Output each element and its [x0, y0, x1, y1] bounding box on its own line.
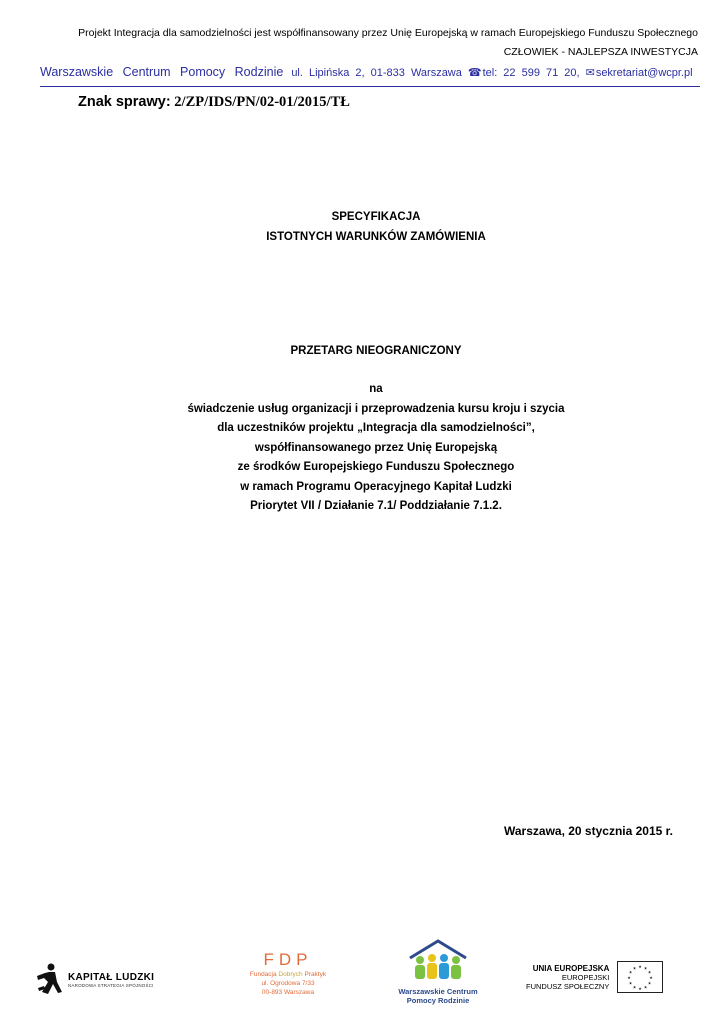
svg-text:★: ★	[638, 986, 643, 991]
svg-text:★: ★	[638, 964, 643, 969]
case-number	[78, 94, 350, 111]
svg-text:★: ★	[648, 969, 652, 975]
kapital-ludzki-subtitle: NARODOWA STRATEGIA SPÓJNOŚCI	[68, 983, 154, 988]
fdp-city: 00-893 Warszawa	[261, 989, 315, 996]
kapital-ludzki-figure-icon	[36, 962, 64, 998]
subject-block	[0, 380, 725, 517]
eu-line-2: EUROPEJSKI	[561, 972, 610, 982]
svg-text:★: ★	[633, 984, 637, 990]
org-phone: tel: 22 599 71 20,	[482, 67, 580, 79]
svg-text:★: ★	[627, 975, 632, 980]
kapital-ludzki-logo	[36, 962, 154, 998]
subject-line: świadczenie usług organizacji i przeprowadzenia kursu kroju i szycia	[187, 402, 565, 415]
cofinancing-suffix: jest współfinansowany przez Unię Europejską w ramach Europejskiego Funduszu Społecznego	[251, 27, 698, 39]
org-address: ul. Lipińska 2, 01-833 Warszawa	[291, 67, 462, 79]
header-divider	[40, 86, 700, 87]
cofinancing-note	[78, 27, 698, 39]
cofinancing-prefix: Projekt	[78, 27, 114, 39]
eu-line-1: UNIA EUROPEJSKA	[532, 963, 610, 973]
org-contact-line	[40, 65, 698, 79]
subject-line: dla uczestników projektu „Integracja dla samodzielności”,	[217, 422, 535, 434]
fdp-name-post: Praktyk	[302, 971, 327, 978]
eu-logo	[526, 961, 663, 993]
svg-text:★: ★	[633, 965, 637, 971]
eu-line-3: FUNDUSZ SPOŁECZNY	[526, 981, 610, 991]
wcpr-logo-line-2: Pomocy Rodzinie	[406, 996, 470, 1005]
slogan: CZŁOWIEK - NAJLEPSZA INWESTYCJA	[503, 46, 698, 58]
fdp-name	[243, 970, 333, 979]
phone-icon: ☎	[467, 67, 482, 79]
fdp-address	[243, 970, 333, 997]
eu-logo-text	[526, 964, 609, 991]
envelope-icon: ✉	[585, 67, 595, 79]
title-line-2: ISTOTNYCH WARUNKÓW ZAMÓWIENIA	[266, 230, 486, 243]
case-number-label: Znak sprawy:	[78, 94, 171, 110]
eu-flag-icon	[617, 961, 663, 993]
org-name: Warszawskie Centrum Pomocy Rodzinie	[40, 65, 284, 79]
svg-text:★: ★	[648, 980, 652, 986]
svg-text:★: ★	[649, 975, 654, 980]
fdp-name-pre: Fundacja	[249, 971, 279, 978]
fdp-name-highlight: Dobrych	[278, 971, 303, 978]
subject-line: ze środków Europejskiego Funduszu Społecznego	[237, 461, 515, 473]
fdp-logo	[243, 950, 333, 997]
case-number-value: 2/ZP/IDS/PN/02-01/2015/TŁ	[174, 94, 350, 110]
org-email[interactable]: sekretariat@wcpr.pl	[595, 67, 693, 79]
svg-text:★: ★	[644, 965, 648, 971]
kapital-ludzki-title: KAPITAŁ LUDZKI	[68, 972, 155, 983]
project-name: Integracja dla samodzielności	[113, 27, 252, 39]
document-title	[0, 208, 725, 247]
subject-line: współfinansowanego przez Unię Europejską	[254, 441, 498, 454]
svg-text:★: ★	[644, 984, 648, 990]
subject-line: w ramach Programu Operacyjnego Kapitał Ludzki	[240, 480, 512, 493]
svg-text:★: ★	[629, 969, 633, 975]
subject-line: Priorytet VII / Działanie 7.1/ Poddziałanie 7.1.2.	[250, 500, 502, 512]
procedure-type: PRZETARG NIEOGRANICZONY	[290, 345, 462, 357]
fdp-letters: FDP	[263, 950, 313, 969]
document-date: Warszawa, 20 stycznia 2015 r.	[504, 824, 673, 838]
wcpr-logo-line-1: Warszawskie Centrum	[398, 987, 478, 996]
wcpr-house-family-icon	[406, 938, 470, 982]
wcpr-logo	[393, 938, 483, 1005]
svg-text:★: ★	[629, 980, 633, 986]
fdp-street: ul. Ogrodowa 7/33	[261, 980, 315, 987]
subject-na: na	[369, 383, 383, 395]
title-line-1: SPECYFIKACJA	[331, 211, 421, 223]
